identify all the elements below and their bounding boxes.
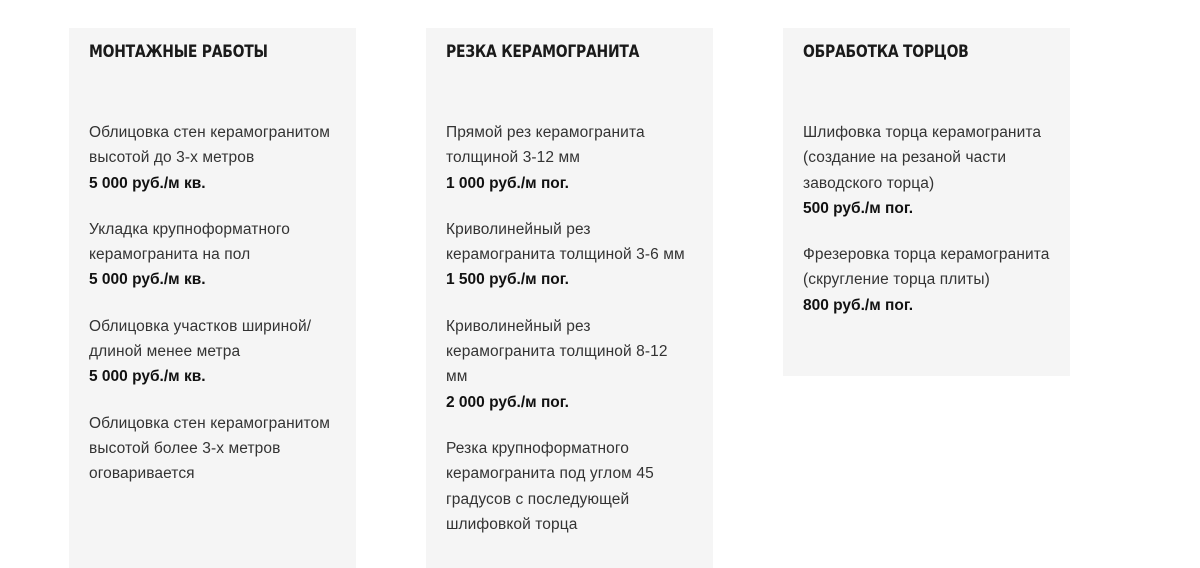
service-item [446, 314, 693, 415]
service-item [803, 120, 1050, 221]
service-description: Облицовка участков шириной/ длиной менее метра [89, 317, 312, 361]
service-item [446, 436, 693, 537]
service-price: 2 000 руб./м пог. [446, 393, 569, 411]
service-price: 5 000 руб./м кв. [89, 271, 206, 289]
service-description: Облицовка стен керамогранитом высотой более 3-х метров оговаривается [89, 414, 331, 483]
service-description: Криволинейный рез керамогранита толщиной 8-12 мм [446, 317, 668, 386]
service-description: Фрезеровка торца керамогранита (скругление торца плиты) [803, 246, 1050, 289]
service-item [446, 120, 693, 196]
card-title: МОНТАЖНЫЕ РАБОТЫ [89, 42, 268, 62]
service-description: Шлифовка торца керамогранита (создание на резаной части заводского торца) [803, 124, 1042, 192]
service-price: 1 000 руб./м пог. [446, 174, 569, 192]
service-description: Облицовка стен керамогранитом высотой до 3-х метров [89, 124, 331, 167]
price-card-cutting [426, 28, 713, 568]
card-title: ОБРАБОТКА ТОРЦОВ [803, 42, 969, 62]
service-price: 500 руб./м пог. [803, 199, 914, 217]
service-item [89, 217, 336, 293]
service-price: 800 руб./м пог. [803, 296, 914, 314]
price-card-edge-processing [783, 28, 1070, 376]
card-title: РЕЗКА КЕРАМОГРАНИТА [446, 42, 640, 62]
service-item [89, 314, 336, 390]
service-price: 5 000 руб./м кв. [89, 368, 206, 386]
service-description: Резка крупноформатного керамогранита под углом 45 градусов с последующей шлифовкой торца [446, 439, 654, 533]
service-item [89, 120, 336, 196]
service-item [89, 411, 336, 487]
service-description: Прямой рез керамогранита толщиной 3-12 мм [446, 124, 645, 167]
service-item [446, 217, 693, 293]
service-price: 5 000 руб./м кв. [89, 174, 206, 192]
service-description: Криволинейный рез керамогранита толщиной 3-6 мм [446, 220, 685, 264]
service-price: 1 500 руб./м пог. [446, 271, 569, 289]
service-description: Укладка крупноформатного керамогранита на пол [89, 220, 290, 264]
service-item [803, 242, 1050, 318]
price-card-installation [69, 28, 356, 568]
